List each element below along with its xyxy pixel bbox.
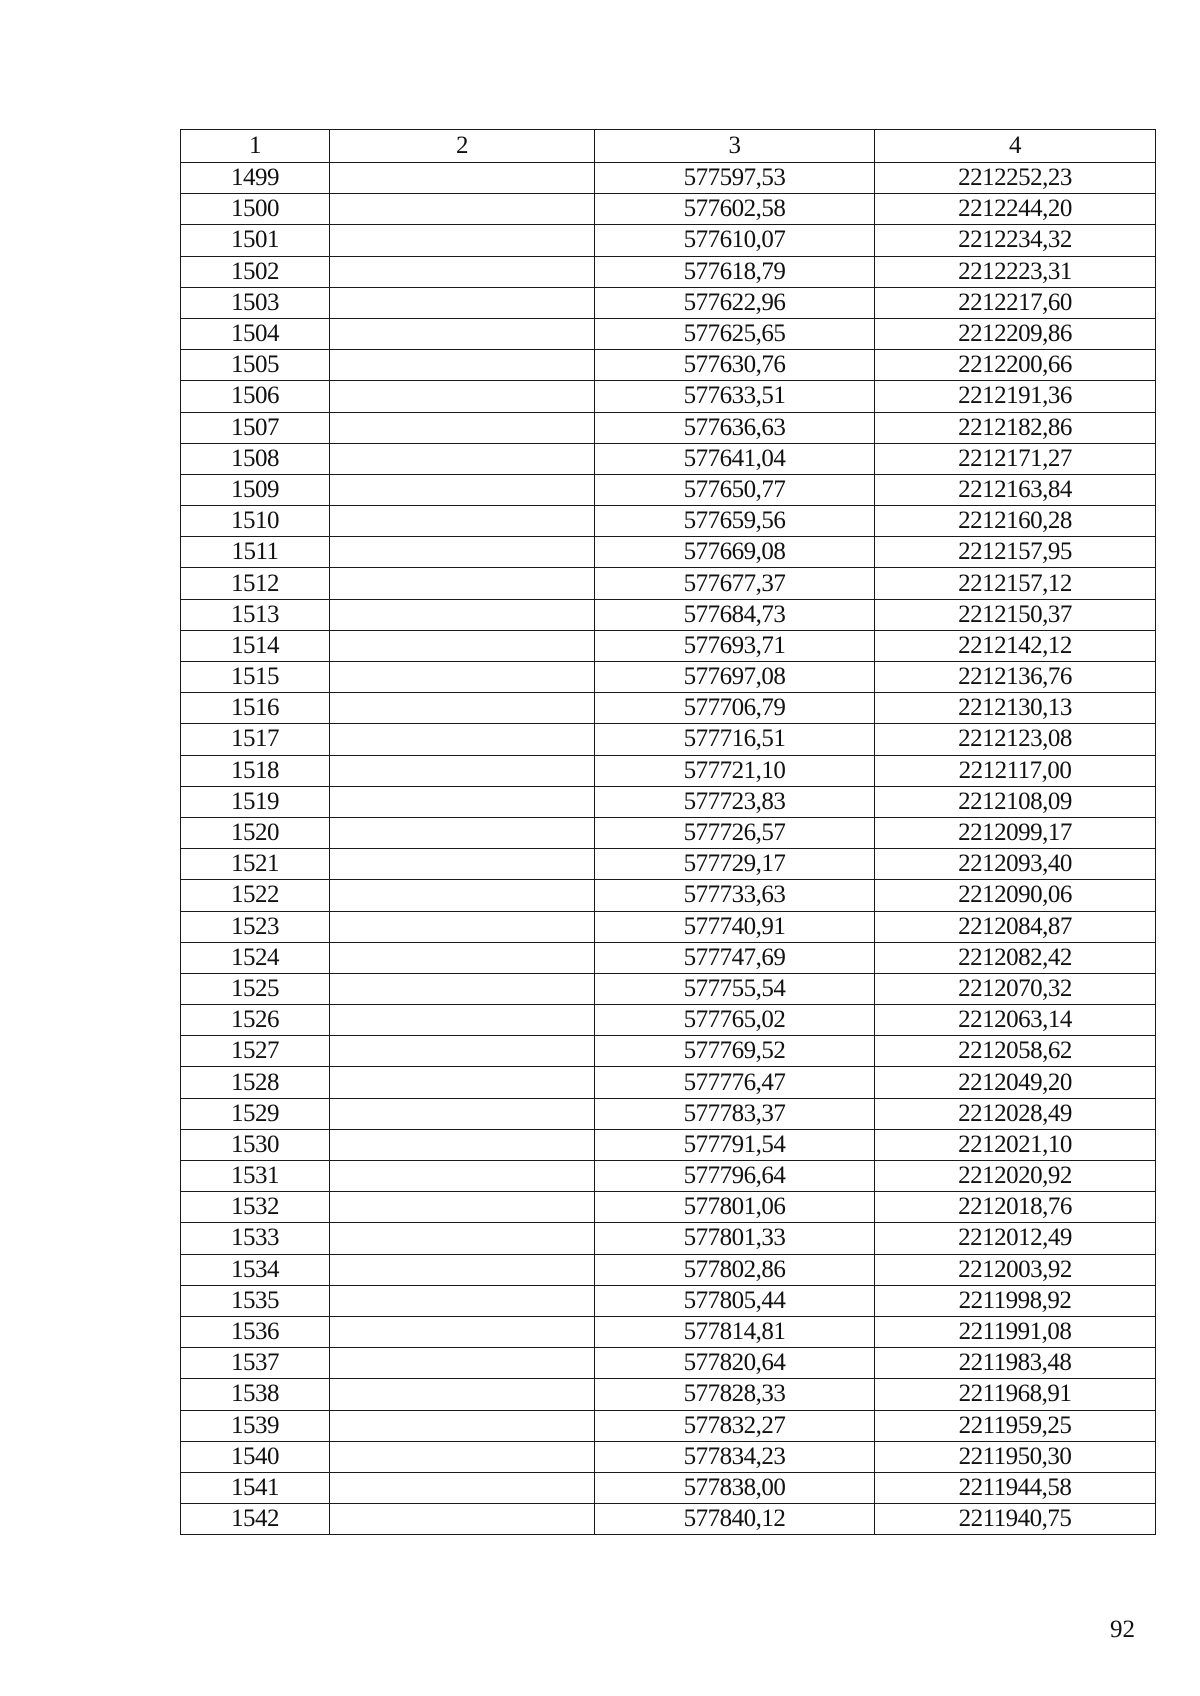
table-cell-col-3: 577814,81 bbox=[595, 1316, 875, 1347]
table-cell-col-1: 1503 bbox=[181, 287, 330, 318]
table-cell-col-2 bbox=[330, 755, 595, 786]
table-cell-col-1: 1517 bbox=[181, 724, 330, 755]
table-cell-col-1: 1527 bbox=[181, 1036, 330, 1067]
column-header-2: 2 bbox=[330, 130, 595, 163]
table-cell-col-3: 577796,64 bbox=[595, 1161, 875, 1192]
table-cell-col-1: 1509 bbox=[181, 474, 330, 505]
table-row bbox=[181, 163, 1156, 194]
table-cell-col-1: 1539 bbox=[181, 1410, 330, 1441]
table-cell-col-4: 2212171,27 bbox=[875, 443, 1156, 474]
table-cell-col-3: 577726,57 bbox=[595, 817, 875, 848]
table-row bbox=[181, 287, 1156, 318]
table-row bbox=[181, 973, 1156, 1004]
table-row bbox=[181, 1161, 1156, 1192]
table-cell-col-3: 577832,27 bbox=[595, 1410, 875, 1441]
table-cell-col-3: 577693,71 bbox=[595, 630, 875, 661]
table-cell-col-1: 1512 bbox=[181, 568, 330, 599]
table-row bbox=[181, 350, 1156, 381]
table-cell-col-3: 577765,02 bbox=[595, 1005, 875, 1036]
table-cell-col-4: 2212163,84 bbox=[875, 474, 1156, 505]
table-cell-col-4: 2212021,10 bbox=[875, 1129, 1156, 1160]
table-row bbox=[181, 1192, 1156, 1223]
table-cell-col-4: 2212084,87 bbox=[875, 911, 1156, 942]
table-cell-col-3: 577729,17 bbox=[595, 849, 875, 880]
table-row bbox=[181, 755, 1156, 786]
table-cell-col-4: 2212018,76 bbox=[875, 1192, 1156, 1223]
table-cell-col-1: 1518 bbox=[181, 755, 330, 786]
table-cell-col-4: 2212200,66 bbox=[875, 350, 1156, 381]
table-cell-col-2 bbox=[330, 880, 595, 911]
table-row bbox=[181, 1410, 1156, 1441]
table-cell-col-1: 1530 bbox=[181, 1129, 330, 1160]
table-cell-col-3: 577801,06 bbox=[595, 1192, 875, 1223]
table-cell-col-3: 577641,04 bbox=[595, 443, 875, 474]
table-cell-col-4: 2212108,09 bbox=[875, 786, 1156, 817]
table-cell-col-4: 2212223,31 bbox=[875, 256, 1156, 287]
column-header-3: 3 bbox=[595, 130, 875, 163]
table-row bbox=[181, 786, 1156, 817]
table-cell-col-3: 577659,56 bbox=[595, 506, 875, 537]
table-cell-col-4: 2212150,37 bbox=[875, 599, 1156, 630]
table-cell-col-4: 2211950,30 bbox=[875, 1441, 1156, 1472]
table-row bbox=[181, 381, 1156, 412]
table-cell-col-1: 1524 bbox=[181, 942, 330, 973]
table-row bbox=[181, 599, 1156, 630]
table-cell-col-4: 2212090,06 bbox=[875, 880, 1156, 911]
table-cell-col-2 bbox=[330, 1285, 595, 1316]
table-cell-col-3: 577740,91 bbox=[595, 911, 875, 942]
table-cell-col-2 bbox=[330, 911, 595, 942]
table-cell-col-2 bbox=[330, 786, 595, 817]
table-cell-col-4: 2212217,60 bbox=[875, 287, 1156, 318]
table-cell-col-4: 2212082,42 bbox=[875, 942, 1156, 973]
table-row bbox=[181, 412, 1156, 443]
table-row bbox=[181, 724, 1156, 755]
table-cell-col-2 bbox=[330, 1161, 595, 1192]
table-cell-col-3: 577805,44 bbox=[595, 1285, 875, 1316]
table-cell-col-1: 1536 bbox=[181, 1316, 330, 1347]
table-cell-col-1: 1529 bbox=[181, 1098, 330, 1129]
table-row bbox=[181, 693, 1156, 724]
table-cell-col-3: 577723,83 bbox=[595, 786, 875, 817]
table-cell-col-2 bbox=[330, 724, 595, 755]
table-row bbox=[181, 911, 1156, 942]
table-cell-col-1: 1515 bbox=[181, 662, 330, 693]
column-header-4: 4 bbox=[875, 130, 1156, 163]
table-cell-col-2 bbox=[330, 474, 595, 505]
table-row bbox=[181, 506, 1156, 537]
table-row bbox=[181, 630, 1156, 661]
table-cell-col-1: 1528 bbox=[181, 1067, 330, 1098]
table-cell-col-4: 2212130,13 bbox=[875, 693, 1156, 724]
table-cell-col-3: 577622,96 bbox=[595, 287, 875, 318]
table-cell-col-2 bbox=[330, 1348, 595, 1379]
table-row bbox=[181, 256, 1156, 287]
table-row bbox=[181, 1348, 1156, 1379]
table-cell-col-1: 1540 bbox=[181, 1441, 330, 1472]
column-header-1: 1 bbox=[181, 130, 330, 163]
table-cell-col-2 bbox=[330, 506, 595, 537]
table-cell-col-4: 2212157,95 bbox=[875, 537, 1156, 568]
table-cell-col-3: 577801,33 bbox=[595, 1223, 875, 1254]
table-row bbox=[181, 1254, 1156, 1285]
table-cell-col-1: 1507 bbox=[181, 412, 330, 443]
table-row bbox=[181, 849, 1156, 880]
table-cell-col-1: 1537 bbox=[181, 1348, 330, 1379]
table-row bbox=[181, 1223, 1156, 1254]
table-cell-col-3: 577669,08 bbox=[595, 537, 875, 568]
table-cell-col-1: 1532 bbox=[181, 1192, 330, 1223]
table-cell-col-3: 577625,65 bbox=[595, 318, 875, 349]
table-cell-col-2 bbox=[330, 1223, 595, 1254]
table-cell-col-3: 577834,23 bbox=[595, 1441, 875, 1472]
table-cell-col-3: 577618,79 bbox=[595, 256, 875, 287]
table-row bbox=[181, 568, 1156, 599]
table-cell-col-4: 2212160,28 bbox=[875, 506, 1156, 537]
table-cell-col-4: 2212003,92 bbox=[875, 1254, 1156, 1285]
table-cell-col-1: 1520 bbox=[181, 817, 330, 848]
table-cell-col-1: 1510 bbox=[181, 506, 330, 537]
table-cell-col-2 bbox=[330, 1472, 595, 1503]
table-cell-col-2 bbox=[330, 1379, 595, 1410]
table-row bbox=[181, 1316, 1156, 1347]
table-cell-col-2 bbox=[330, 1441, 595, 1472]
table-cell-col-1: 1521 bbox=[181, 849, 330, 880]
table-cell-col-2 bbox=[330, 973, 595, 1004]
table-cell-col-2 bbox=[330, 225, 595, 256]
table-cell-col-1: 1534 bbox=[181, 1254, 330, 1285]
table-cell-col-3: 577828,33 bbox=[595, 1379, 875, 1410]
table-cell-col-3: 577650,77 bbox=[595, 474, 875, 505]
table-cell-col-3: 577721,10 bbox=[595, 755, 875, 786]
table-cell-col-4: 2212136,76 bbox=[875, 662, 1156, 693]
table-row bbox=[181, 1036, 1156, 1067]
table-cell-col-1: 1522 bbox=[181, 880, 330, 911]
table-cell-col-1: 1500 bbox=[181, 194, 330, 225]
table-cell-col-4: 2211940,75 bbox=[875, 1504, 1156, 1535]
table-cell-col-2 bbox=[330, 1036, 595, 1067]
table-cell-col-3: 577610,07 bbox=[595, 225, 875, 256]
table-row bbox=[181, 1285, 1156, 1316]
table-row bbox=[181, 942, 1156, 973]
table-cell-col-2 bbox=[330, 287, 595, 318]
table-cell-col-2 bbox=[330, 537, 595, 568]
table-cell-col-4: 2212209,86 bbox=[875, 318, 1156, 349]
table-cell-col-2 bbox=[330, 194, 595, 225]
table-row bbox=[181, 474, 1156, 505]
table-cell-col-2 bbox=[330, 817, 595, 848]
table-row bbox=[181, 880, 1156, 911]
table-row bbox=[181, 537, 1156, 568]
table-cell-col-4: 2212049,20 bbox=[875, 1067, 1156, 1098]
table-cell-col-4: 2212099,17 bbox=[875, 817, 1156, 848]
table-cell-col-3: 577636,63 bbox=[595, 412, 875, 443]
coordinates-table bbox=[180, 129, 1156, 1535]
table-cell-col-2 bbox=[330, 942, 595, 973]
table-row bbox=[181, 225, 1156, 256]
table-cell-col-4: 2212191,36 bbox=[875, 381, 1156, 412]
table-cell-col-2 bbox=[330, 1192, 595, 1223]
table-cell-col-4: 2211998,92 bbox=[875, 1285, 1156, 1316]
table-cell-col-4: 2211944,58 bbox=[875, 1472, 1156, 1503]
table-cell-col-1: 1542 bbox=[181, 1504, 330, 1535]
table-cell-col-2 bbox=[330, 1504, 595, 1535]
table-cell-col-1: 1516 bbox=[181, 693, 330, 724]
table-row bbox=[181, 443, 1156, 474]
table-cell-col-4: 2212157,12 bbox=[875, 568, 1156, 599]
table-row bbox=[181, 194, 1156, 225]
table-cell-col-2 bbox=[330, 163, 595, 194]
table-cell-col-3: 577820,64 bbox=[595, 1348, 875, 1379]
table-cell-col-4: 2212020,92 bbox=[875, 1161, 1156, 1192]
table-row bbox=[181, 817, 1156, 848]
table-cell-col-3: 577802,86 bbox=[595, 1254, 875, 1285]
table-cell-col-4: 2212012,49 bbox=[875, 1223, 1156, 1254]
table-cell-col-2 bbox=[330, 1005, 595, 1036]
table-cell-col-3: 577630,76 bbox=[595, 350, 875, 381]
table-cell-col-4: 2212142,12 bbox=[875, 630, 1156, 661]
table-cell-col-3: 577747,69 bbox=[595, 942, 875, 973]
table-cell-col-2 bbox=[330, 1098, 595, 1129]
table-cell-col-1: 1508 bbox=[181, 443, 330, 474]
table-cell-col-2 bbox=[330, 568, 595, 599]
table-cell-col-3: 577633,51 bbox=[595, 381, 875, 412]
table-cell-col-1: 1541 bbox=[181, 1472, 330, 1503]
table-cell-col-3: 577677,37 bbox=[595, 568, 875, 599]
table-cell-col-1: 1514 bbox=[181, 630, 330, 661]
table-cell-col-1: 1519 bbox=[181, 786, 330, 817]
table-cell-col-3: 577597,53 bbox=[595, 163, 875, 194]
table-cell-col-4: 2212234,32 bbox=[875, 225, 1156, 256]
table-cell-col-1: 1526 bbox=[181, 1005, 330, 1036]
table-cell-col-1: 1502 bbox=[181, 256, 330, 287]
table-cell-col-4: 2212123,08 bbox=[875, 724, 1156, 755]
table-cell-col-2 bbox=[330, 693, 595, 724]
table-row bbox=[181, 1067, 1156, 1098]
table-cell-col-2 bbox=[330, 1067, 595, 1098]
table-cell-col-2 bbox=[330, 350, 595, 381]
table-cell-col-3: 577755,54 bbox=[595, 973, 875, 1004]
table-cell-col-2 bbox=[330, 318, 595, 349]
table-row bbox=[181, 1504, 1156, 1535]
table-cell-col-2 bbox=[330, 1129, 595, 1160]
table-cell-col-1: 1511 bbox=[181, 537, 330, 568]
table-cell-col-1: 1499 bbox=[181, 163, 330, 194]
table-cell-col-2 bbox=[330, 412, 595, 443]
table-cell-col-1: 1525 bbox=[181, 973, 330, 1004]
table-cell-col-1: 1533 bbox=[181, 1223, 330, 1254]
table-cell-col-3: 577602,58 bbox=[595, 194, 875, 225]
table-row bbox=[181, 1441, 1156, 1472]
table-cell-col-4: 2212058,62 bbox=[875, 1036, 1156, 1067]
table-cell-col-2 bbox=[330, 630, 595, 661]
table-cell-col-4: 2212182,86 bbox=[875, 412, 1156, 443]
table-cell-col-4: 2212063,14 bbox=[875, 1005, 1156, 1036]
table-cell-col-1: 1535 bbox=[181, 1285, 330, 1316]
table-cell-col-3: 577716,51 bbox=[595, 724, 875, 755]
table-cell-col-3: 577733,63 bbox=[595, 880, 875, 911]
table-row bbox=[181, 318, 1156, 349]
page-number: 92 bbox=[1110, 1616, 1135, 1643]
table-cell-col-1: 1531 bbox=[181, 1161, 330, 1192]
table-cell-col-2 bbox=[330, 1254, 595, 1285]
table-cell-col-4: 2212252,23 bbox=[875, 163, 1156, 194]
table-cell-col-4: 2212093,40 bbox=[875, 849, 1156, 880]
table-cell-col-3: 577706,79 bbox=[595, 693, 875, 724]
table-cell-col-2 bbox=[330, 1316, 595, 1347]
table-cell-col-4: 2211968,91 bbox=[875, 1379, 1156, 1410]
table-cell-col-4: 2212028,49 bbox=[875, 1098, 1156, 1129]
table-row bbox=[181, 1129, 1156, 1160]
table-cell-col-2 bbox=[330, 256, 595, 287]
table-cell-col-1: 1513 bbox=[181, 599, 330, 630]
table-cell-col-3: 577684,73 bbox=[595, 599, 875, 630]
table-cell-col-3: 577697,08 bbox=[595, 662, 875, 693]
table-cell-col-3: 577769,52 bbox=[595, 1036, 875, 1067]
table-cell-col-2 bbox=[330, 443, 595, 474]
table-row bbox=[181, 1379, 1156, 1410]
table-cell-col-4: 2212117,00 bbox=[875, 755, 1156, 786]
table-cell-col-1: 1505 bbox=[181, 350, 330, 381]
table-cell-col-4: 2211983,48 bbox=[875, 1348, 1156, 1379]
table-cell-col-4: 2212244,20 bbox=[875, 194, 1156, 225]
table-row bbox=[181, 662, 1156, 693]
table-cell-col-2 bbox=[330, 599, 595, 630]
table-row bbox=[181, 1098, 1156, 1129]
table-cell-col-1: 1538 bbox=[181, 1379, 330, 1410]
table-cell-col-1: 1506 bbox=[181, 381, 330, 412]
table-cell-col-3: 577840,12 bbox=[595, 1504, 875, 1535]
table-cell-col-4: 2211959,25 bbox=[875, 1410, 1156, 1441]
table-row bbox=[181, 1472, 1156, 1503]
table-cell-col-2 bbox=[330, 381, 595, 412]
table-cell-col-3: 577791,54 bbox=[595, 1129, 875, 1160]
table-cell-col-1: 1501 bbox=[181, 225, 330, 256]
table-cell-col-4: 2212070,32 bbox=[875, 973, 1156, 1004]
table-cell-col-3: 577776,47 bbox=[595, 1067, 875, 1098]
table-cell-col-1: 1504 bbox=[181, 318, 330, 349]
table-cell-col-1: 1523 bbox=[181, 911, 330, 942]
table-header-row bbox=[181, 130, 1156, 163]
table-cell-col-3: 577783,37 bbox=[595, 1098, 875, 1129]
table-cell-col-2 bbox=[330, 1410, 595, 1441]
table-row bbox=[181, 1005, 1156, 1036]
table-body bbox=[181, 163, 1156, 1535]
table-cell-col-2 bbox=[330, 662, 595, 693]
table-cell-col-4: 2211991,08 bbox=[875, 1316, 1156, 1347]
table-cell-col-3: 577838,00 bbox=[595, 1472, 875, 1503]
table-cell-col-2 bbox=[330, 849, 595, 880]
